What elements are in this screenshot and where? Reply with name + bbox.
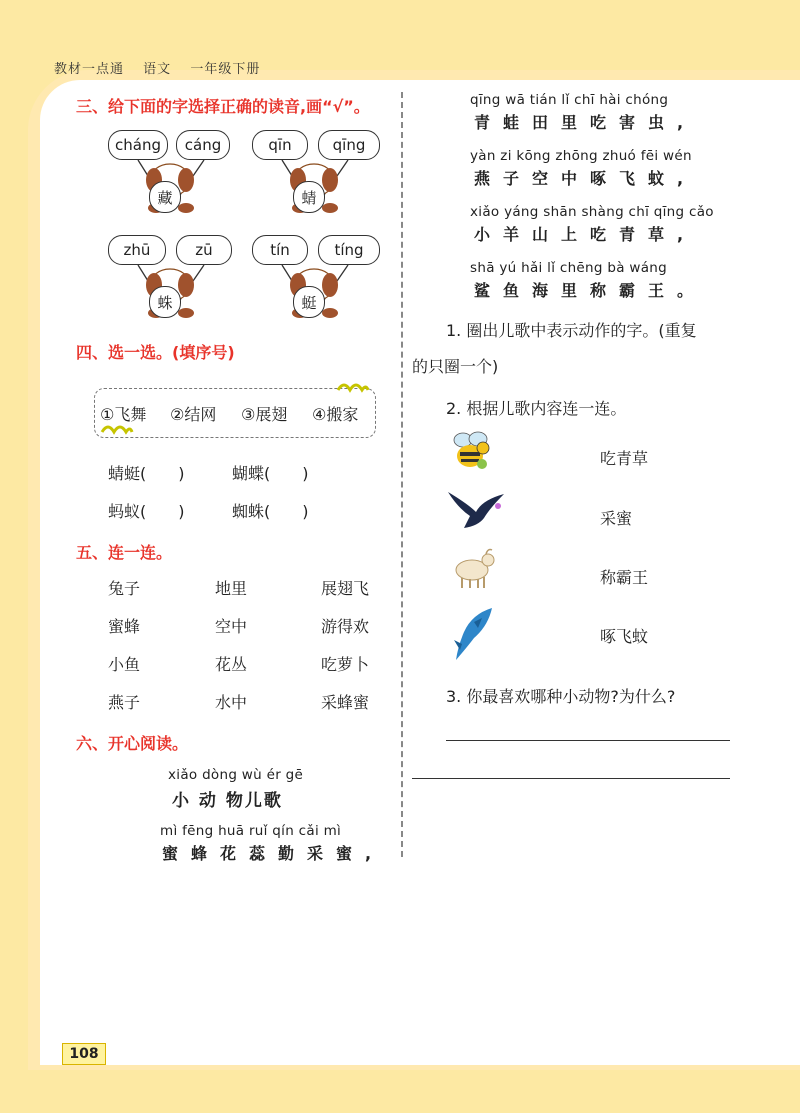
choice-option: ①飞舞: [100, 405, 147, 424]
pinyin-option[interactable]: tín: [252, 235, 308, 265]
grade-name: 一年级下册: [190, 62, 261, 77]
pinyin-option[interactable]: tíng: [318, 235, 380, 265]
leaf-decoration-icon: [100, 424, 134, 440]
leaf-decoration-icon: [336, 378, 370, 394]
question-3: 3. 你最喜欢哪种小动物?为什么?: [446, 687, 676, 706]
match-word[interactable]: 吃萝卜: [321, 655, 370, 674]
pinyin-option[interactable]: zū: [176, 235, 232, 265]
subject-name: 语文: [143, 62, 172, 77]
pinyin-option[interactable]: qīng: [318, 130, 380, 160]
match-word[interactable]: 花丛: [215, 655, 248, 674]
pinyin-option[interactable]: zhū: [108, 235, 166, 265]
match-word[interactable]: 小鱼: [108, 655, 141, 674]
section3-title: 三、给下面的字选择正确的读音,画“√”。: [76, 97, 370, 116]
poem-line-text: 蜜蜂花蕊勤采蜜,: [162, 844, 385, 863]
poem-line-pinyin: shā yú hǎi lǐ chēng bà wáng: [470, 260, 668, 276]
match-word[interactable]: 水中: [215, 693, 248, 712]
section4-title: 四、选一选。(填序号): [76, 343, 235, 362]
fill-blank-item[interactable]: 蜻蜓( ): [108, 464, 185, 483]
pinyin-option[interactable]: qīn: [252, 130, 308, 160]
question-1-continued: 的只圈一个): [412, 357, 499, 376]
choice-option: ④搬家: [312, 405, 359, 424]
question-1: 1. 圈出儿歌中表示动作的字。(重复: [446, 321, 697, 340]
fill-blank-item[interactable]: 蚂蚁( ): [108, 502, 185, 521]
bee-icon: [448, 430, 494, 474]
match-word[interactable]: 空中: [215, 617, 248, 636]
poem-line-text: 青蛙田里吃害虫,: [474, 113, 697, 132]
match-answer[interactable]: 啄飞蚊: [600, 627, 649, 646]
fill-blank-item[interactable]: 蜘蛛( ): [232, 502, 309, 521]
section5-title: 五、连一连。: [76, 543, 173, 562]
question-char: 蛛: [149, 286, 181, 318]
choice-option: ②结网: [170, 405, 217, 424]
poem-line-pinyin: yàn zi kōng zhōng zhuó fēi wén: [470, 148, 692, 164]
pinyin-option[interactable]: cáng: [176, 130, 230, 160]
poem-line-pinyin: qīng wā tián lǐ chī hài chóng: [470, 92, 669, 108]
poem-line-pinyin: xiǎo yáng shān shàng chī qīng cǎo: [470, 204, 714, 220]
match-word[interactable]: 采蜂蜜: [321, 693, 370, 712]
swallow-icon: [446, 490, 508, 530]
match-answer[interactable]: 称霸王: [600, 568, 649, 587]
match-word[interactable]: 展翅飞: [321, 579, 370, 598]
question-char: 藏: [149, 181, 181, 213]
match-word[interactable]: 兔子: [108, 579, 141, 598]
match-word[interactable]: 燕子: [108, 693, 141, 712]
match-word[interactable]: 蜜蜂: [108, 617, 141, 636]
fill-blank-item[interactable]: 蝴蝶( ): [232, 464, 309, 483]
poem-line-pinyin: mì fēng huā ruǐ qín cǎi mì: [160, 823, 342, 839]
shark-icon: [452, 604, 496, 662]
page-header: [54, 58, 274, 77]
match-word[interactable]: 游得欢: [321, 617, 370, 636]
poem-line-text: 小羊山上吃青草,: [474, 225, 697, 244]
column-divider: [401, 92, 403, 857]
poem-line-text: 鲨鱼海里称霸王。: [474, 281, 707, 300]
question-char: 蜻: [293, 181, 325, 213]
question-char: 蜓: [293, 286, 325, 318]
page-number: 108: [62, 1043, 106, 1065]
poem-title-pinyin: xiǎo dòng wù ér gē: [168, 767, 304, 783]
pinyin-option[interactable]: cháng: [108, 130, 168, 160]
choice-option: ③展翅: [241, 405, 288, 424]
section6-title: 六、开心阅读。: [76, 734, 189, 753]
goat-icon: [450, 546, 500, 590]
poem-line-text: 燕子空中啄飞蚊,: [474, 169, 697, 188]
poem-title: 小 动 物儿歌: [172, 791, 283, 811]
answer-line[interactable]: [412, 778, 730, 779]
match-answer[interactable]: 采蜜: [600, 509, 633, 528]
match-answer[interactable]: 吃青草: [600, 449, 649, 468]
question-2: 2. 根据儿歌内容连一连。: [446, 399, 627, 418]
match-word[interactable]: 地里: [215, 579, 248, 598]
answer-line[interactable]: [446, 740, 730, 741]
book-name: 教材一点通: [54, 62, 125, 77]
